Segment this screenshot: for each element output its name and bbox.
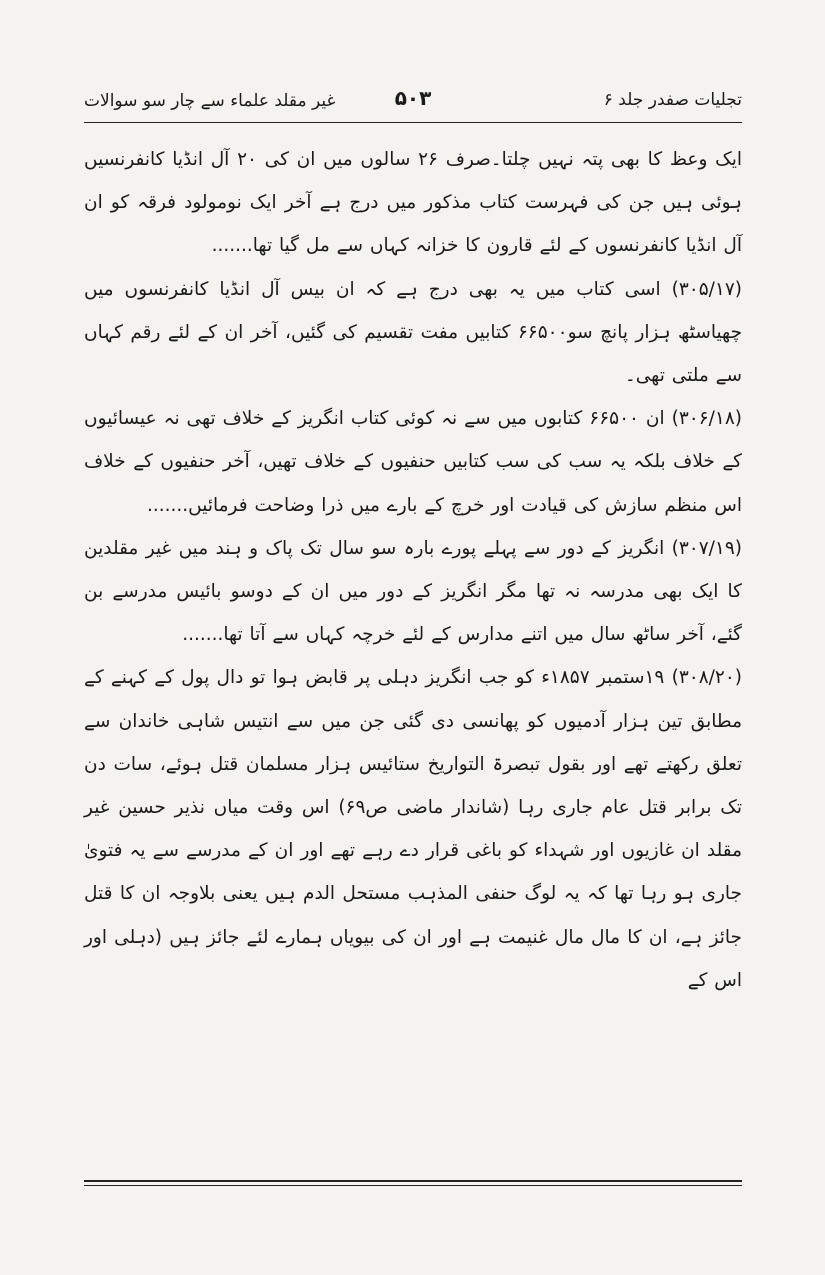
book-title: تجلیات صفدر جلد ۶ — [603, 90, 742, 110]
paragraph — [84, 527, 742, 657]
question-number: (۳۰۷/۱۹) — [671, 537, 742, 559]
section-title: غیر مقلد علماء سے چار سو سوالات — [84, 91, 336, 111]
paragraph — [84, 138, 742, 268]
page-header — [84, 86, 742, 120]
question-number: (۳۰۵/۱۷) — [671, 278, 742, 300]
page-body — [84, 138, 742, 1002]
header-rule — [84, 122, 742, 123]
paragraph — [84, 656, 742, 1002]
paragraph — [84, 268, 742, 398]
paragraph-text: ۱۹ستمبر ۱۸۵۷ء کو جب انگریز دہلی پر قابض ہوا تو دال پول کے کہنے کے مطابق تین ہزار آدمیوں کو پھانسی دی گئی جن میں سے انتیس شاہی خاندان سے تعلق رکھتے تھے اور بقول تبصرۃ التواریخ ستائیس ہزار مسلمان قتل ہوئے، سات دن تک برابر قتل عام جاری رہا (شاندار ماضی ص۶۹) اس وقت میاں نذیر حسین غیر مقلد ان غازیوں اور شہداء کو باغی قرار دے رہے تھے اور ان کے مدرسے سے یہ فتویٰ جاری ہو رہا تھا کہ یہ لوگ حنفی المذہب مستحل الدم ہیں یعنی بلاوجہ ان کا قتل جائز ہے، ان کا مال مال غنیمت ہے اور ان کی بیویاں ہمارے لئے جائز ہیں (دہلی اور اس کے — [84, 667, 742, 991]
paragraph-text: ایک وعظ کا بھی پتہ نہیں چلتا۔صرف ۲۶ سالوں میں ان کی ۲۰ آل انڈیا کانفرنسیں ہوئی ہیں جن کی فہرست کتاب مذکور میں درج ہے آخر ایک نومولود فرقہ کو ان آل انڈیا کانفرنسوں کے لئے قارون کا خزانہ کہاں سے مل گیا تھا....... — [84, 149, 742, 257]
paragraph-text: انگریز کے دور سے پہلے پورے بارہ سو سال تک پاک و ہند میں غیر مقلدین کا ایک بھی مدرسہ نہ تھا مگر انگریز کے دور میں ان کے دوسو بائیس مدرسے بن گئے، آخر ساٹھ سال میں اتنے مدارس کے لئے خرچہ کہاں سے آتا تھا....... — [84, 537, 742, 646]
footer-rule-thin — [84, 1185, 742, 1186]
page-number: ۵۰۳ — [394, 86, 432, 110]
question-number: (۳۰۶/۱۸) — [671, 408, 742, 430]
footer-rule — [84, 1180, 742, 1182]
paragraph — [84, 397, 742, 527]
question-number: (۳۰۸/۲۰) — [671, 667, 742, 689]
paragraph-text: اسی کتاب میں یہ بھی درج ہے کہ ان بیس آل انڈیا کانفرنسوں میں چھیاسٹھ ہزار پانچ سو۶۶۵۰۰ کتابیں مفت تقسیم کی گئیں، آخر ان کے لئے رقم کہاں سے ملتی تھی۔ — [84, 278, 743, 387]
paragraph-text: ان ۶۶۵۰۰ کتابوں میں سے نہ کوئی کتاب انگریز کے خلاف تھی نہ عیسائیوں کے خلاف بلکہ یہ سب کی سب کتابیں حنفیوں کے خلاف تھیں، آخر حنفیوں کے خلاف اس منظم سازش کی قیادت اور خرچ کے بارے میں ذرا وضاحت فرمائیں....... — [84, 408, 742, 516]
